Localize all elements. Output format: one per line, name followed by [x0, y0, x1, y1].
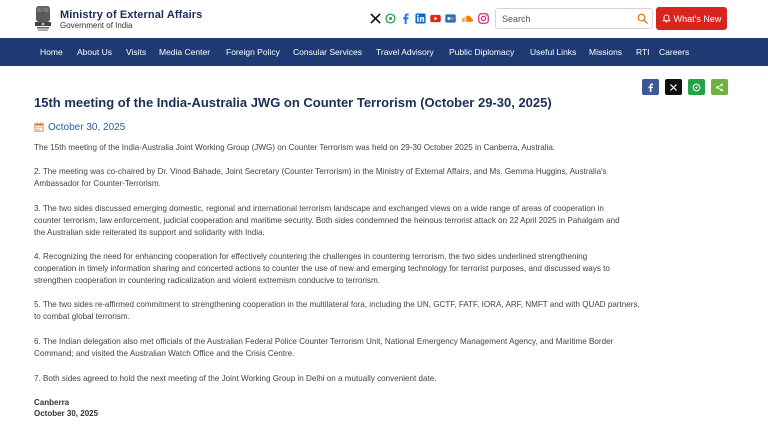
youtube-icon[interactable] [430, 13, 441, 24]
nav-item-foreign-policy[interactable]: Foreign Policy [226, 47, 280, 57]
whatsapp-share-button[interactable] [688, 79, 705, 95]
soundcloud-icon[interactable] [460, 13, 474, 24]
paragraph-line: counter terrorism, law enforcement, judicial cooperation and maritime security. Both sides condemned the heinous terrorist attack on 22 April 2025 in Pahalgam and [34, 216, 620, 225]
nav-item-consular-services[interactable]: Consular Services [293, 47, 362, 57]
nav-item-media-center[interactable]: Media Center [159, 47, 211, 57]
x-icon [669, 83, 678, 92]
x-share-button[interactable] [665, 79, 682, 95]
whats-new-label: What's New [673, 13, 722, 24]
paragraph-line: 4. Recognizing the need for enhancing cooperation for effectively countering the challenges in countering terrorism, the two sides underlined strengthening [34, 252, 588, 261]
main-navigation [0, 38, 768, 66]
instagram-icon[interactable] [478, 13, 489, 24]
national-emblem-icon[interactable] [33, 3, 53, 33]
site-subtitle: Government of India [60, 21, 133, 30]
facebook-icon[interactable] [400, 13, 411, 24]
article-paragraph [34, 203, 730, 239]
site-title[interactable]: Ministry of External Affairs [60, 9, 203, 21]
nav-item-useful-links[interactable]: Useful Links [530, 47, 577, 57]
article-title: 15th meeting of the India-Australia JWG on Counter Terrorism (October 29-30, 2025) [34, 95, 552, 110]
nav-item-home[interactable]: Home [40, 47, 63, 57]
share-button[interactable] [711, 79, 728, 95]
paragraph-line: Command; and visited the Australian Watch Office and the Crisis Centre. [34, 349, 295, 358]
whatsapp-icon[interactable] [385, 13, 396, 24]
paragraph-line: The 15th meeting of the India-Australia Joint Working Group (JWG) on Counter Terrorism was held on 29-30 October 2025 in Canberra, Australia. [34, 143, 556, 152]
signature-place: Canberra [34, 398, 70, 407]
bell-icon [662, 14, 671, 23]
nav-item-about-us[interactable]: About Us [77, 47, 112, 57]
paragraph-line: Ambassador for Counter-Terrorism. [34, 179, 161, 188]
nav-item-missions[interactable]: Missions [589, 47, 623, 57]
x-icon[interactable] [370, 13, 381, 24]
site-header [0, 0, 768, 38]
signature-date: October 30, 2025 [34, 409, 99, 418]
calendar-icon [34, 122, 44, 132]
nav-item-rti[interactable]: RTI [636, 47, 650, 57]
search-icon[interactable] [637, 13, 648, 24]
article-date [34, 121, 125, 133]
search-input[interactable] [502, 11, 628, 27]
paragraph-line: 6. The Indian delegation also met officials of the Australian Federal Police Counter Terrorism Unit, National Emergency Management Agency, and Maritime Border [34, 337, 614, 346]
linkedin-icon[interactable] [415, 13, 426, 24]
paragraph-line: 3. The two sides discussed emerging domestic, regional and international terrorism landscape and exchanged views on a wide range of areas of cooperation in [34, 204, 604, 213]
whats-new-button[interactable] [656, 7, 727, 30]
nav-item-travel-advisory[interactable]: Travel Advisory [376, 47, 434, 57]
facebook-share-button[interactable] [642, 79, 659, 95]
paragraph-line: cooperation in timely information sharing and concerted actions to counter the use of new and emerging technology for terrorist purposes, and discussed ways to [34, 264, 610, 273]
social-links [370, 11, 493, 25]
nav-item-careers[interactable]: Careers [659, 47, 690, 57]
article-paragraph [34, 299, 730, 323]
search-box [495, 8, 653, 29]
paragraph-line: to combat global terrorism. [34, 312, 130, 321]
nav-item-public-diplomacy[interactable]: Public Diplomacy [449, 47, 515, 57]
article-paragraph [34, 251, 730, 287]
article-paragraph [34, 142, 730, 154]
share-icon [715, 83, 724, 92]
paragraph-line: the Australian side reiterated its support and solidarity with India. [34, 228, 265, 237]
paragraph-line: 5. The two sides re-affirmed commitment to strengthening cooperation in the multilateral fora, including the UN, GCTF, FATF, IORA, ARF, NMFT and with QUAD partners, [34, 300, 640, 309]
whatsapp-icon [692, 83, 701, 92]
article-paragraph [34, 166, 730, 190]
facebook-icon [646, 83, 655, 92]
article-date-text: October 30, 2025 [48, 121, 126, 133]
paragraph-line: 2. The meeting was co-chaired by Dr. Vinod Bahade, Joint Secretary (Counter Terrorism) in the Ministry of External Affairs, and Ms. Gemma Huggins, Australia's [34, 167, 607, 176]
flickr-icon[interactable] [445, 13, 456, 24]
article-paragraph [34, 373, 730, 385]
article-paragraph [34, 336, 730, 360]
paragraph-line: 7. Both sides agreed to hold the next meeting of the Joint Working Group in Delhi on a mutually convenient date. [34, 374, 437, 383]
nav-item-visits[interactable]: Visits [126, 47, 147, 57]
paragraph-line: strengthen cooperation in countering radicalization and violent extremism conducive to terrorism. [34, 276, 380, 285]
